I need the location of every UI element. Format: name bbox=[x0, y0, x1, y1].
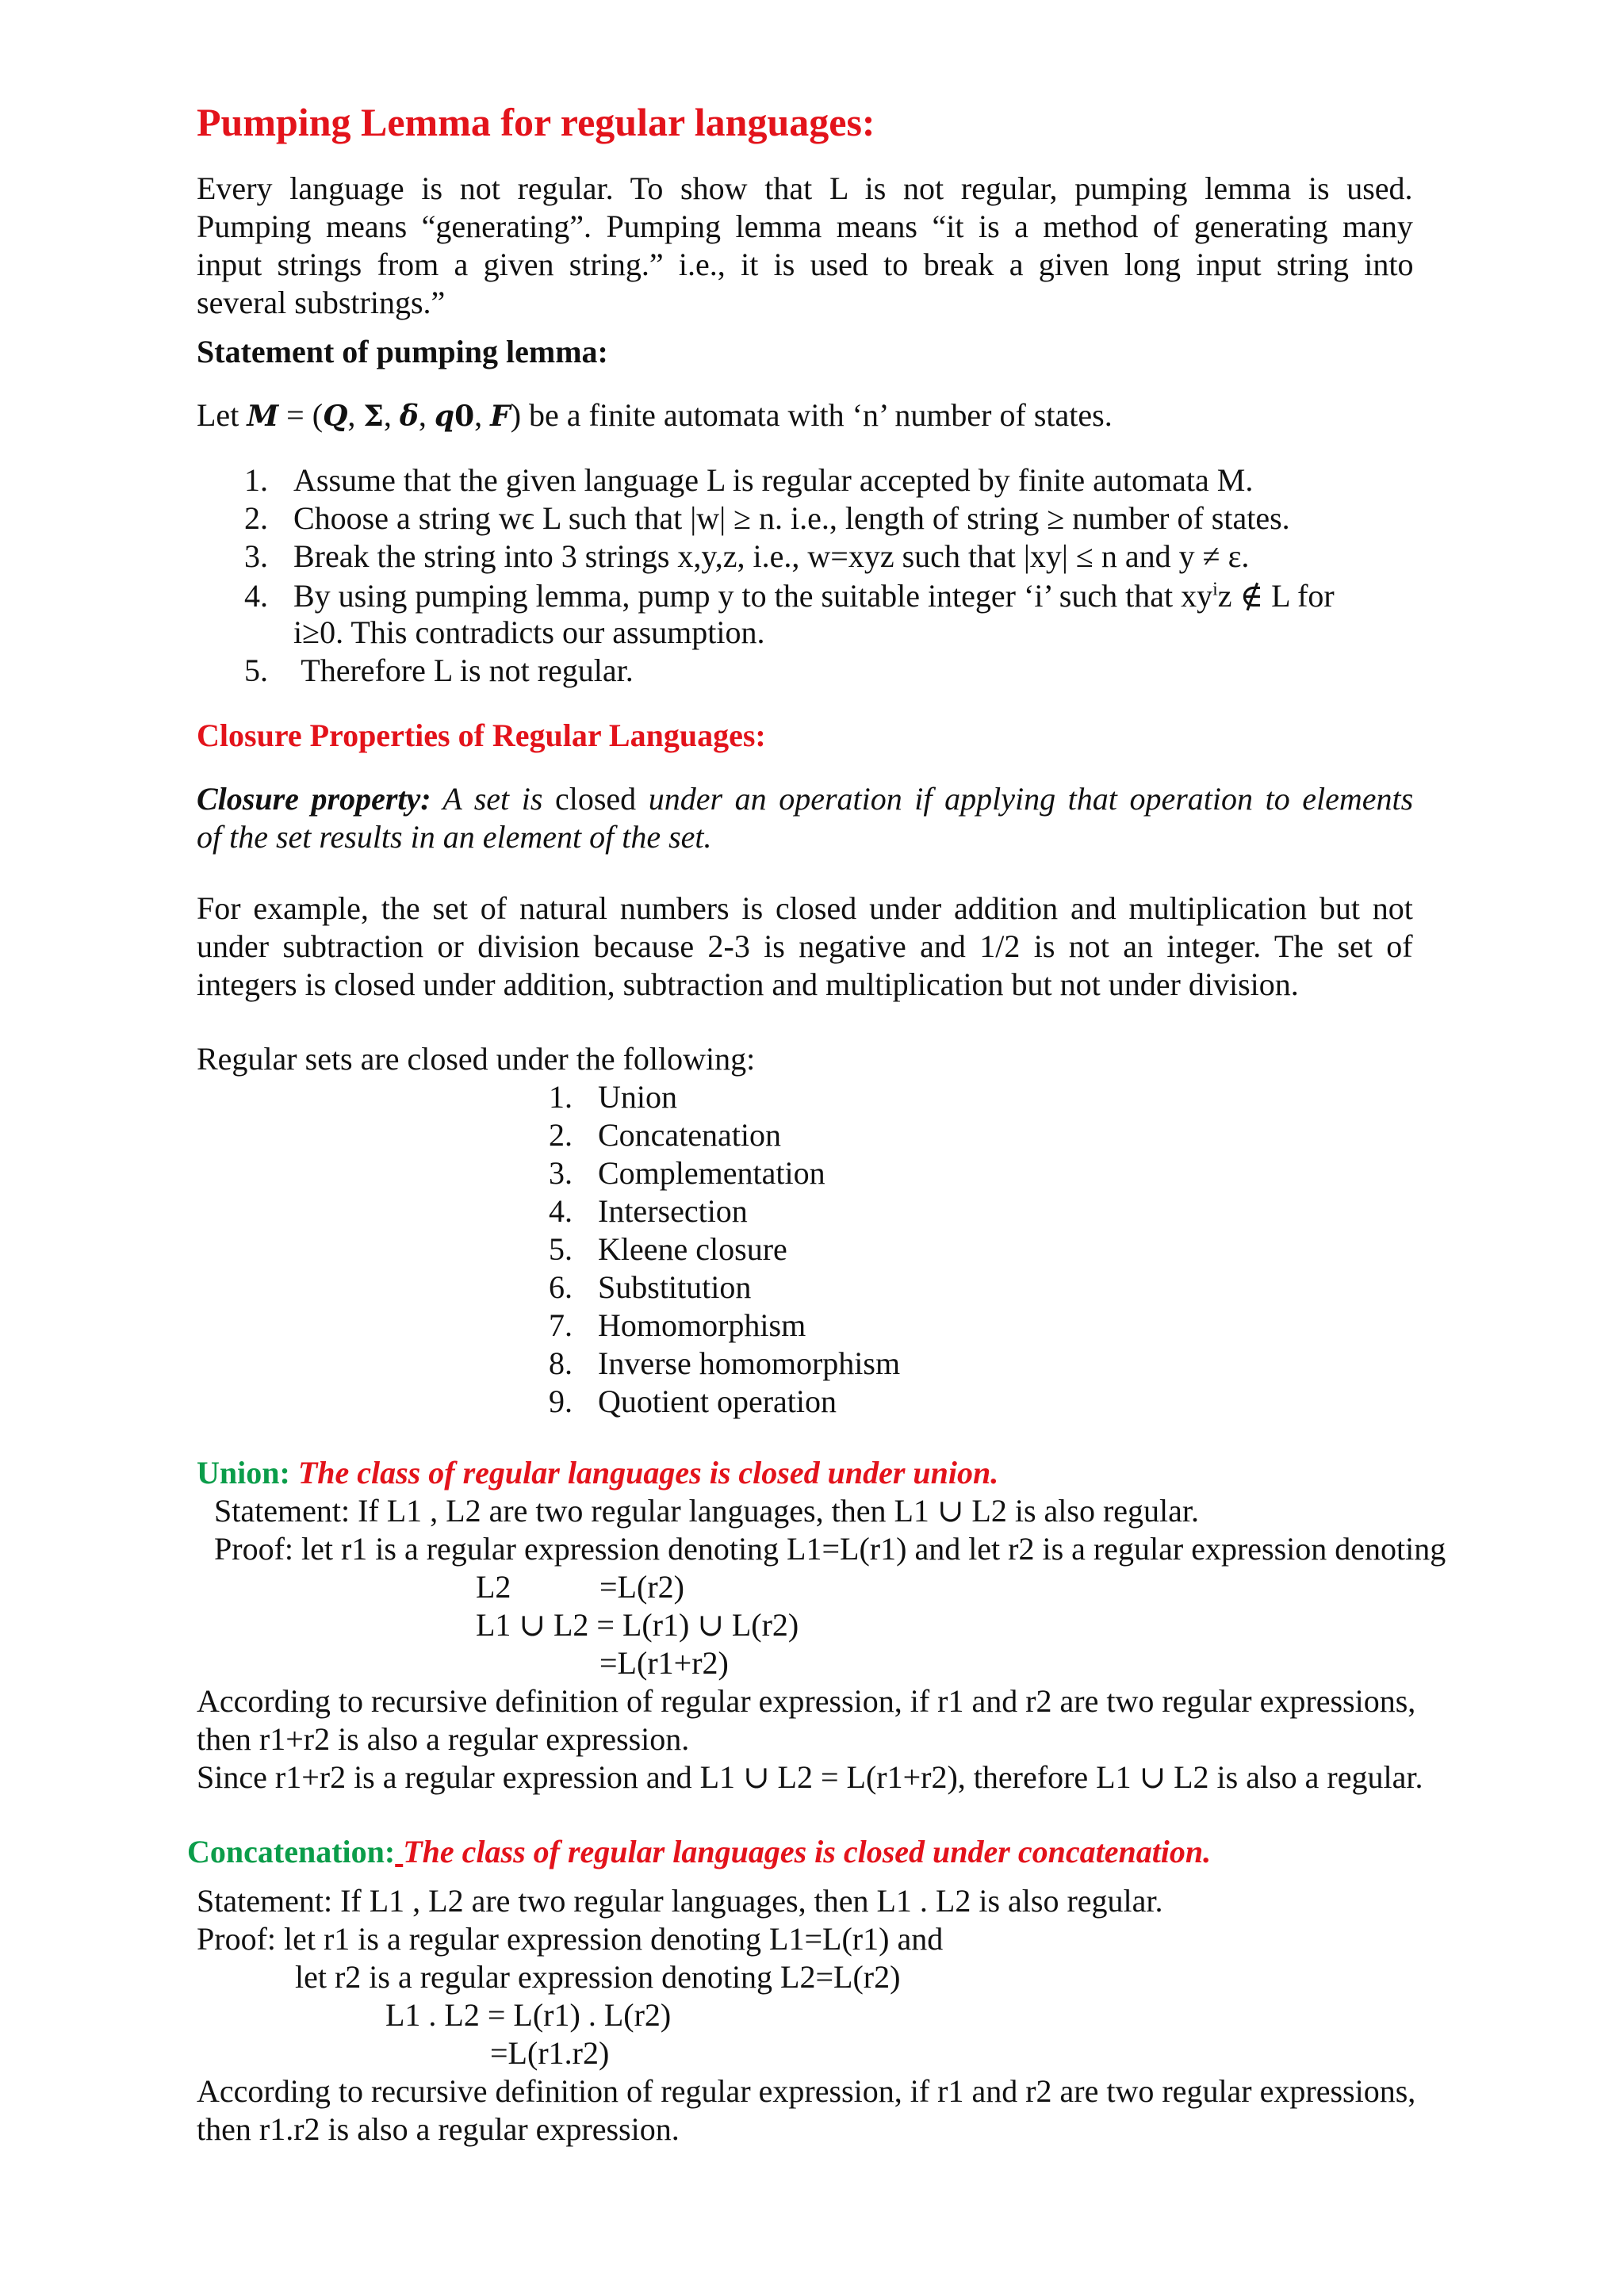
let-sep: , bbox=[347, 397, 364, 433]
math-F: F bbox=[490, 400, 511, 433]
union-conclusion-line: Since r1+r2 is a regular expression and L1 ∪ L2 = L(r1+r2), therefore L1 ∪ L2 is also a regular. bbox=[197, 1759, 1423, 1795]
op-name: Quotient operation bbox=[598, 1383, 837, 1419]
step-item bbox=[244, 577, 1335, 615]
closure-op-item bbox=[549, 1192, 748, 1230]
op-number: 2. bbox=[549, 1117, 573, 1153]
union-label: Union: bbox=[197, 1455, 290, 1490]
op-number: 9. bbox=[549, 1383, 573, 1419]
concatenation-equation-2: =L(r1.r2) bbox=[490, 2035, 610, 2071]
step-text: Assume that the given language L is regular accepted by finite automata M. bbox=[293, 462, 1254, 498]
op-name: Inverse homomorphism bbox=[598, 1345, 901, 1381]
step-text: z ∉ L for bbox=[1217, 578, 1335, 614]
op-name: Homomorphism bbox=[598, 1307, 806, 1343]
closure-definition-text bbox=[197, 780, 1413, 818]
math-M: M bbox=[247, 400, 279, 433]
op-number: 7. bbox=[549, 1307, 573, 1343]
intro-line-4: several substrings.” bbox=[197, 285, 446, 320]
step-number: 2. bbox=[244, 500, 268, 536]
step-text: Therefore L is not regular. bbox=[293, 652, 634, 688]
let-automaton-line bbox=[197, 396, 1113, 435]
closure-definition-part: under an operation if applying that operation to elements bbox=[636, 781, 1414, 817]
example-line-2 bbox=[197, 928, 1413, 966]
math-q: q bbox=[434, 400, 455, 433]
op-name: Substitution bbox=[598, 1269, 752, 1305]
regular-sets-intro: Regular sets are closed under the following: bbox=[197, 1041, 756, 1077]
union-proof: Proof: let r1 is a regular expression denoting L1=L(r1) and let r2 is a regular expression denoting bbox=[214, 1531, 1446, 1567]
math-sigma: Σ bbox=[363, 400, 384, 433]
concatenation-equation-1: L1 . L2 = L(r1) . L(r2) bbox=[385, 1997, 672, 2033]
step-superscript: i bbox=[1212, 579, 1218, 600]
closure-definition-label: Closure property: bbox=[197, 781, 431, 817]
union-conclusion-line: then r1+r2 is also a regular expression. bbox=[197, 1721, 690, 1757]
step-text: Break the string into 3 strings x,y,z, i.e., w=xyz such that |xy| ≤ n and y ≠ ε. bbox=[293, 538, 1250, 574]
example-text: For example, the set of natural numbers is closed under addition and multiplication but not bbox=[197, 890, 1413, 926]
op-name: Intersection bbox=[598, 1193, 748, 1229]
op-number: 5. bbox=[549, 1231, 573, 1267]
closure-op-item bbox=[549, 1383, 837, 1421]
step-number: 3. bbox=[244, 538, 268, 574]
concatenation-proof-line-2: let r2 is a regular expression denoting L2=L(r2) bbox=[295, 1959, 901, 1995]
concatenation-label: Concatenation: bbox=[187, 1834, 396, 1869]
concatenation-conclusion-line: According to recursive definition of regular expression, if r1 and r2 are two regular expressions, bbox=[197, 2073, 1416, 2109]
closure-op-item bbox=[549, 1345, 900, 1383]
union-claim: The class of regular languages is closed under union. bbox=[289, 1455, 999, 1490]
intro-line-3 bbox=[197, 246, 1413, 284]
union-conclusion-line: According to recursive definition of regular expression, if r1 and r2 are two regular expressions, bbox=[197, 1683, 1416, 1719]
union-l2-value: =L(r2) bbox=[599, 1569, 684, 1605]
concatenation-heading bbox=[187, 1833, 1211, 1871]
step-number: 5. bbox=[244, 652, 268, 688]
step-item bbox=[244, 499, 1290, 538]
step-item bbox=[244, 461, 1253, 499]
closure-op-item bbox=[549, 1154, 825, 1192]
op-name: Union bbox=[598, 1079, 677, 1115]
concatenation-proof-line-1: Proof: let r1 is a regular expression denoting L1=L(r1) and bbox=[197, 1921, 944, 1957]
closure-definition-line-2: of the set results in an element of the set. bbox=[197, 819, 712, 855]
step-continuation: i≥0. This contradicts our assumption. bbox=[293, 614, 765, 650]
closure-op-item bbox=[549, 1307, 806, 1345]
concatenation-conclusion-line: then r1.r2 is also a regular expression. bbox=[197, 2111, 680, 2147]
let-prefix: Let bbox=[197, 397, 247, 433]
statement-heading: Statement of pumping lemma: bbox=[197, 334, 608, 369]
intro-text: input strings from a given string.” i.e., it is used to break a given long input string into bbox=[197, 247, 1414, 282]
op-number: 4. bbox=[549, 1193, 573, 1229]
op-name: Concatenation bbox=[598, 1117, 782, 1153]
union-equation-1: L1 ∪ L2 = L(r1) ∪ L(r2) bbox=[476, 1607, 799, 1643]
intro-text: Pumping means “generating”. Pumping lemma means “it is a method of generating many bbox=[197, 209, 1413, 244]
closure-op-item bbox=[549, 1078, 677, 1116]
op-name: Complementation bbox=[598, 1155, 825, 1191]
step-number: 4. bbox=[244, 578, 268, 614]
step-text: By using pumping lemma, pump y to the suitable integer ‘i’ such that xy bbox=[293, 578, 1213, 614]
step-text: Choose a string wϵ L such that |w| ≥ n. i.e., length of string ≥ number of states. bbox=[293, 500, 1290, 536]
op-name: Kleene closure bbox=[598, 1231, 787, 1267]
concatenation-gap bbox=[395, 1834, 403, 1869]
closure-definition-closed: closed bbox=[554, 781, 637, 817]
closure-op-item bbox=[549, 1230, 787, 1269]
let-suffix: ) be a finite automata with ‘n’ number of states. bbox=[510, 397, 1113, 433]
let-sep: , bbox=[418, 397, 435, 433]
union-l2-label: L2 bbox=[476, 1569, 511, 1605]
math-Q: Q bbox=[323, 400, 348, 433]
let-eq: = ( bbox=[278, 397, 324, 433]
pumping-lemma-title: Pumping Lemma for regular languages: bbox=[197, 100, 875, 144]
math-zero: 0 bbox=[454, 400, 475, 433]
example-line-3: integers is closed under addition, subtraction and multiplication but not under division. bbox=[197, 966, 1299, 1002]
step-item bbox=[244, 538, 1249, 576]
op-number: 3. bbox=[549, 1155, 573, 1191]
op-number: 6. bbox=[549, 1269, 573, 1305]
union-statement: Statement: If L1 , L2 are two regular languages, then L1 ∪ L2 is also regular. bbox=[214, 1493, 1200, 1529]
closure-heading: Closure Properties of Regular Languages: bbox=[197, 718, 766, 753]
example-line-1 bbox=[197, 890, 1413, 928]
closure-definition-line-1 bbox=[197, 780, 1413, 818]
intro-line-2 bbox=[197, 208, 1413, 246]
step-item bbox=[244, 652, 634, 690]
math-delta: δ bbox=[399, 400, 419, 433]
closure-definition-part: A set is bbox=[431, 781, 555, 817]
op-number: 8. bbox=[549, 1345, 573, 1381]
op-number: 1. bbox=[549, 1079, 573, 1115]
let-sep: , bbox=[383, 397, 400, 433]
union-heading bbox=[197, 1454, 998, 1492]
let-sep: , bbox=[474, 397, 491, 433]
example-text: under subtraction or division because 2-3 is negative and 1/2 is not an integer. The set of bbox=[197, 928, 1413, 964]
step-number: 1. bbox=[244, 462, 268, 498]
intro-line-1 bbox=[197, 170, 1413, 208]
closure-op-item bbox=[549, 1116, 781, 1154]
concatenation-claim: The class of regular languages is closed under concatenation. bbox=[403, 1834, 1212, 1869]
closure-op-item bbox=[549, 1269, 751, 1307]
concatenation-statement: Statement: If L1 , L2 are two regular languages, then L1 . L2 is also regular. bbox=[197, 1883, 1163, 1919]
intro-text: Every language is not regular. To show that L is not regular, pumping lemma is used. bbox=[197, 170, 1413, 206]
union-equation-2: =L(r1+r2) bbox=[599, 1645, 729, 1681]
